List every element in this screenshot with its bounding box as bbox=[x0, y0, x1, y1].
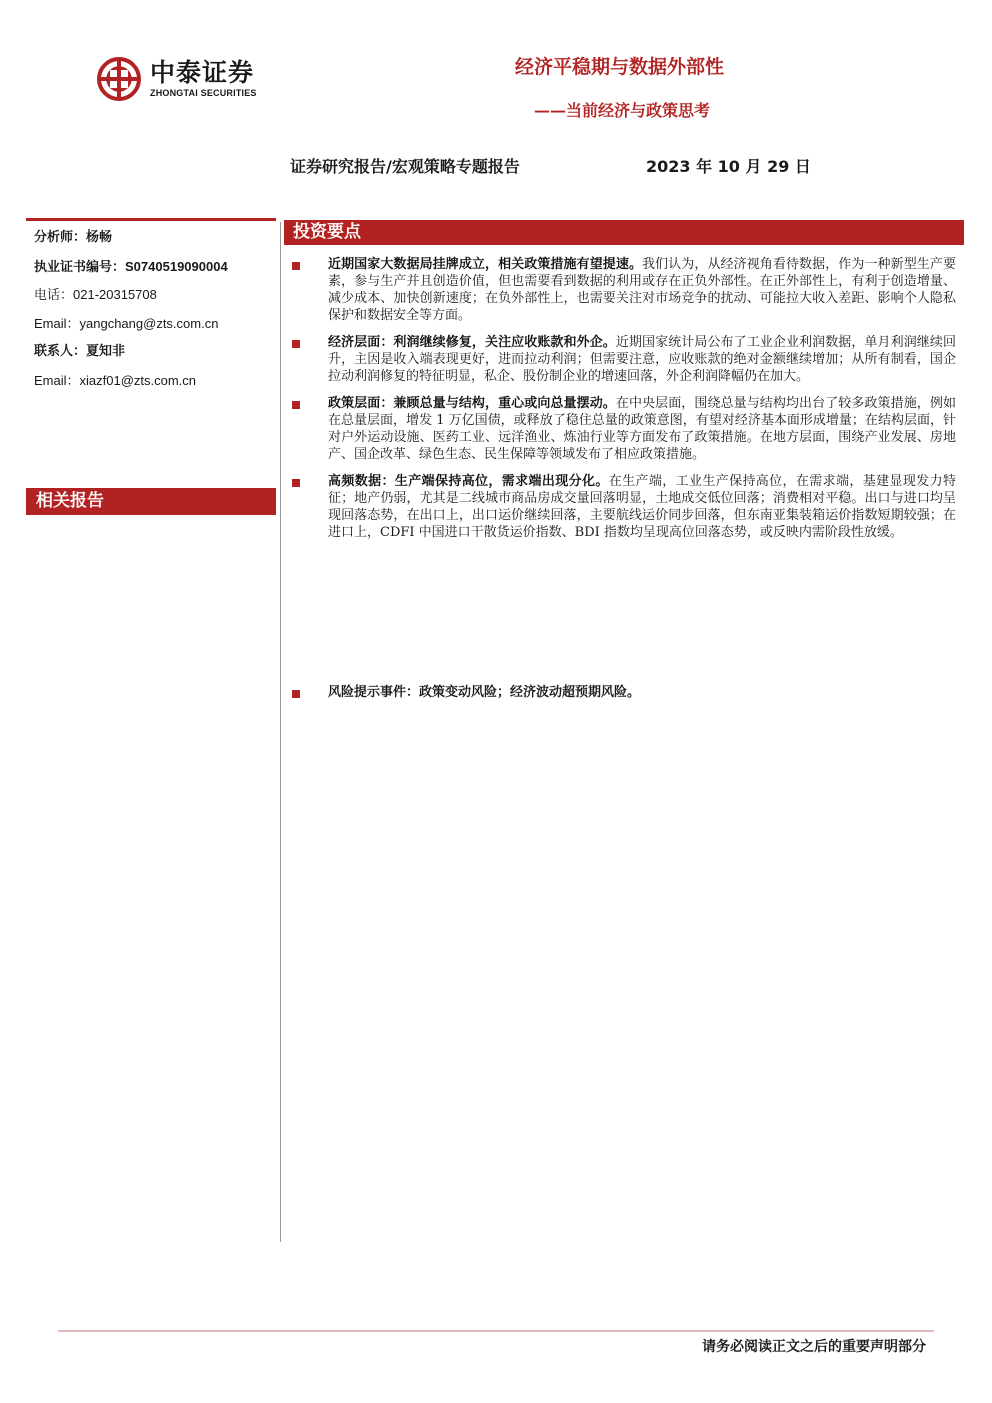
contact-email-label: Email： bbox=[34, 372, 80, 388]
company-logo bbox=[96, 54, 286, 104]
footer-disclaimer: 请务必阅读正文之后的重要声明部分 bbox=[702, 1339, 926, 1355]
related-reports-title: 相关报告 bbox=[36, 491, 104, 511]
contact-row bbox=[34, 338, 274, 367]
bullet-square-icon bbox=[292, 479, 300, 487]
bullet-text bbox=[328, 395, 956, 463]
email-row bbox=[34, 310, 274, 339]
key-points-list bbox=[292, 256, 960, 551]
analyst-name: 杨畅 bbox=[86, 230, 113, 245]
bullet-square-icon bbox=[292, 262, 300, 270]
sidebar-top-rule bbox=[26, 218, 276, 221]
bullet-text bbox=[328, 256, 956, 324]
logo-cn-text: 中泰证券 bbox=[150, 58, 255, 87]
phone-number: 021-20315708 bbox=[73, 287, 157, 302]
bullet-square-icon bbox=[292, 340, 300, 348]
bullet-body: 我们认为，从经济视角看待数据，作为一种新型生产要素，参与生产并且创造价值，但也需要看到数据的利用或存在正负外部性。在正外部性上，有利于创造增量、减少成本、加快创新速度；在负外部性上，也需要关注对市场竞争的扰动、可能拉大收入差距、影响个人隐私保护和数据安全等方面。 bbox=[328, 257, 956, 323]
bullet-body: 在生产端，工业生产保持高位，在需求端，基建显现发力特征；地产仍弱，尤其是二线城市商品房成交量回落明显，土地成交低位回落；消费相对平稳。出口与进口均呈现回落态势，在出口上，出口运价继续回落，主要航线运价同步回落，但东南亚集装箱运价指数短期较强；在进口上，CDFI 中国进口干散货运价指数、BDI 指数均呈现高位回落态势，或反映内需阶段性放缓。 bbox=[328, 474, 956, 540]
risk-warning bbox=[292, 684, 960, 711]
bullet-text bbox=[328, 473, 956, 541]
analyst-info bbox=[34, 224, 274, 395]
phone-row bbox=[34, 281, 274, 310]
bullet-square-icon bbox=[292, 690, 300, 698]
risk-text: 风险提示事件：政策变动风险；经济波动超预期风险。 bbox=[328, 685, 641, 700]
analyst-email[interactable]: yangchang@zts.com.cn bbox=[79, 315, 219, 331]
bullet-text bbox=[328, 334, 956, 385]
list-item bbox=[292, 684, 960, 701]
list-item bbox=[292, 473, 960, 541]
report-subtitle: ——当前经济与政策思考 bbox=[533, 101, 710, 120]
list-item bbox=[292, 395, 960, 463]
list-item bbox=[292, 256, 960, 324]
section-title: 投资要点 bbox=[293, 222, 361, 242]
contact-name: 夏知非 bbox=[86, 344, 126, 359]
report-title: 经济平稳期与数据外部性 bbox=[514, 56, 724, 78]
contact-email-row bbox=[34, 367, 274, 396]
analyst-label: 分析师： bbox=[34, 230, 87, 245]
bullet-square-icon bbox=[292, 401, 300, 409]
contact-email[interactable]: xiazf01@zts.com.cn bbox=[79, 372, 197, 388]
phone-label: 电话： bbox=[34, 288, 74, 303]
zhongtai-logo-icon bbox=[96, 56, 142, 102]
bullet-body: 在中央层面，围绕总量与结构均出台了较多政策措施，例如在总量层面，增发 1 万亿国债，或释放了稳住总量的政策意图，有望对经济基本面形成增量；在结构层面，针对户外运动设施、医药工业、远洋渔业、炼油行业等方面发布了政策措施。在地方层面，围绕产业发展、房地产、国企改革、绿色生态、民生保障等领域发布了相应政策措施。 bbox=[328, 396, 956, 462]
bullet-body: 近期国家统计局公布了工业企业利润数据，单月利润继续回升，主因是收入端表现更好，进而拉动利润；但需要注意，应收账款的绝对金额继续增加；从所有制看，国企拉动利润修复的特征明显，私企、股份制企业的增速回落，外企利润降幅仍在加大。 bbox=[328, 335, 956, 384]
section-header-bar bbox=[284, 220, 964, 245]
logo-en-text: ZHONGTAI SECURITIES bbox=[150, 88, 257, 98]
list-item bbox=[292, 334, 960, 385]
bullet-lead: 高频数据：生产端保持高位，需求端出现分化。 bbox=[328, 474, 609, 489]
cert-row bbox=[34, 253, 274, 282]
analyst-row bbox=[34, 224, 274, 253]
column-divider bbox=[280, 222, 281, 1242]
bullet-lead: 经济层面：利润继续修复，关注应收账款和外企。 bbox=[328, 335, 616, 350]
bullet-lead: 近期国家大数据局挂牌成立，相关政策措施有望提速。 bbox=[328, 257, 643, 272]
bullet-lead: 政策层面：兼顾总量与结构，重心或向总量摆动。 bbox=[328, 396, 616, 411]
email-label: Email： bbox=[34, 315, 80, 331]
contact-label: 联系人： bbox=[34, 344, 87, 359]
report-date: 2023 年 10 月 29 日 bbox=[646, 157, 811, 176]
cert-label: 执业证书编号： bbox=[34, 259, 126, 275]
report-type: 证券研究报告/宏观策略专题报告 bbox=[290, 157, 520, 176]
footer-rule bbox=[58, 1330, 934, 1332]
cert-number: S0740519090004 bbox=[125, 258, 228, 274]
